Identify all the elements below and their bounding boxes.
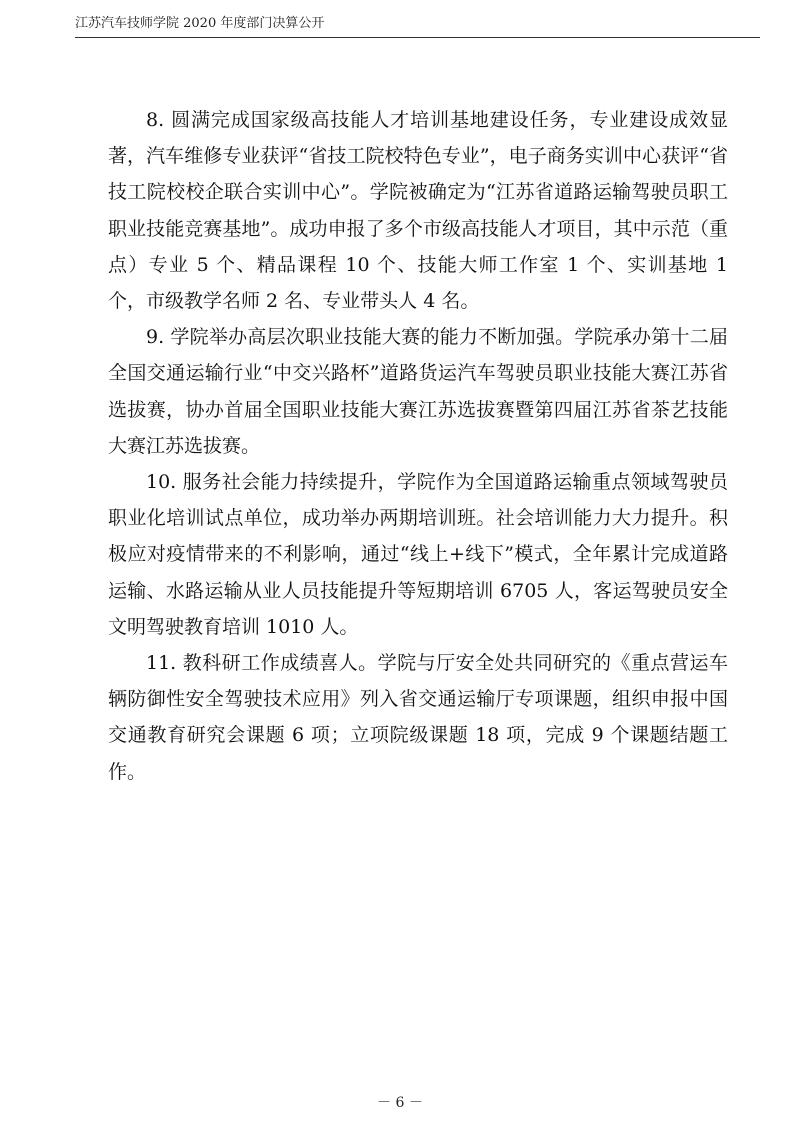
paragraph-9: 9. 学院举办高层次职业技能大赛的能力不断加强。学院承办第十二届全国交通运输行业“中交兴路杯”道路货运汽车驾驶员职业技能大赛江苏省选拔赛，协办首届全国职业技能大赛江苏选拔赛暨第四届江苏省茶艺技能大赛江苏选拔赛。 (108, 326, 728, 457)
header-divider (75, 37, 760, 38)
page-number: － 6 － (377, 1095, 423, 1111)
page-header-title: 江苏汽车技师学院 2020 年度部门决算公开 (75, 16, 325, 31)
paragraph-10: 10. 服务社会能力持续提升，学院作为全国道路运输重点领域驾驶员职业化培训试点单位，成功举办两期培训班。社会培训能力大力提升。积极应对疫情带来的不利影响，通过“线上+线下”模式，全年累计完成道路运输、水路运输从业人员技能提升等短期培训 6705 人，客运驾驶员安全文明驾驶教育培训 1010 人。 (108, 471, 728, 638)
paragraph-8: 8. 圆满完成国家级高技能人才培训基地建设任务，专业建设成效显著，汽车维修专业获评“省技工院校特色专业”，电子商务实训中心获评“省技工院校校企联合实训中心”。学院被确定为“江苏省道路运输驾驶员职工职业技能竞赛基地”。成功申报了多个市级高技能人才项目，其中示范（重点）专业 5 个、精品课程 10 个、技能大师工作室 1 个、实训基地 1 个，市级教学名师 2 名、专业带头人 4 名。 (108, 109, 728, 313)
paragraph-11: 11. 教科研工作成绩喜人。学院与厅安全处共同研究的《重点营运车辆防御性安全驾驶技术应用》列入省交通运输厅专项课题，组织申报中国交通教育研究会课题 6 项；立项院级课题 18 项，完成 9 个课题结题工作。 (108, 652, 728, 783)
document-body (108, 102, 728, 790)
